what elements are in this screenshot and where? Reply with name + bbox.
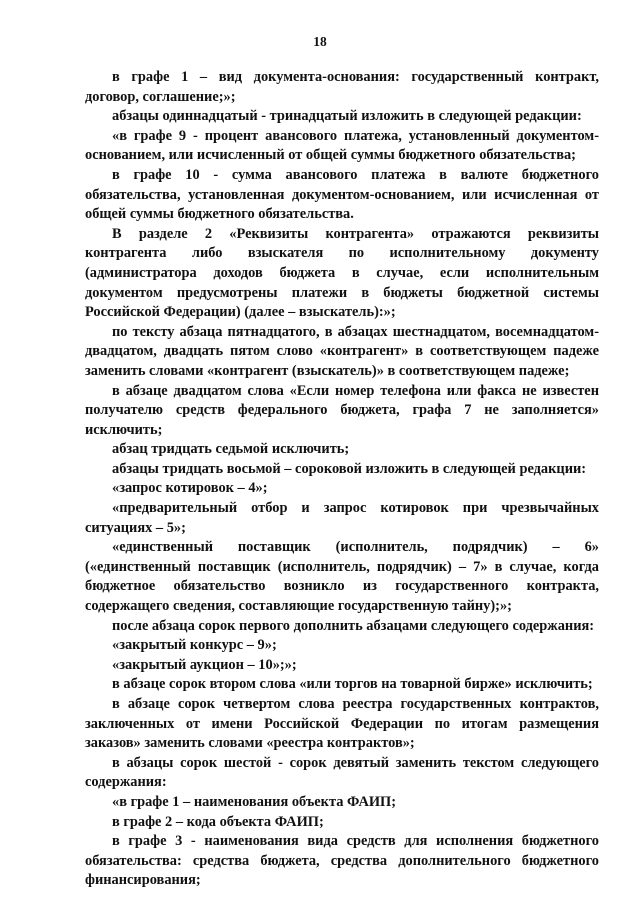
paragraph: «закрытый аукцион – 10»;»; xyxy=(112,656,297,673)
paragraph: «единственный поставщик (исполнитель, подрядчик) – 6» («единственный поставщик (исполнитель, подрядчик) – 7» в случае, когда бюджетное обязательство возникло из государственного контракта, содержащего сведения, составляющие государственную тайну);»; xyxy=(85,539,599,615)
paragraph: «в графе 9 - процент авансового платежа, установленный документом-основанием, или исчисленный от общей суммы бюджетного обязательства; xyxy=(85,127,599,164)
paragraph: в абзаце двадцатом слова «Если номер телефона или факса не известен получателю средств федерального бюджета, графа 7 не заполняется» исключить; xyxy=(85,382,599,438)
paragraph: «в графе 1 – наименования объекта ФАИП; xyxy=(112,793,397,810)
paragraph: в абзаце сорок втором слова «или торгов на товарной бирже» исключить; xyxy=(112,676,593,693)
paragraph: в абзаце сорок четвертом слова реестра государственных контрактов, заключенных от имени Российской Федерации по итогам размещения заказов» заменить словами «реестра контрактов»; xyxy=(85,696,599,752)
paragraph: абзац тридцать седьмой исключить; xyxy=(112,441,350,458)
paragraph: «запрос котировок – 4»; xyxy=(112,480,268,497)
paragraph: в графе 10 - сумма авансового платежа в валюте бюджетного обязательства, установленная документом-основанием, или исчисленная от общей суммы бюджетного обязательства. xyxy=(85,166,599,223)
paragraph: «закрытый конкурс – 9»; xyxy=(112,637,277,654)
paragraph: в графе 1 – вид документа-основания: государственный контракт, договор, соглашение;»; xyxy=(85,69,599,105)
paragraph: в графе 2 – кода объекта ФАИП; xyxy=(112,813,324,830)
paragraph: в абзацы сорок шестой - сорок девятый заменить текстом следующего содержания: xyxy=(85,754,599,791)
document-body xyxy=(85,68,599,891)
page-number: 18 xyxy=(313,34,327,49)
paragraph: в графе 3 - наименования вида средств для исполнения бюджетного обязательства: средства бюджета, средства дополнительного бюджетного финансирования; xyxy=(85,833,599,889)
paragraph: после абзаца сорок первого дополнить абзацами следующего содержания: xyxy=(112,617,595,634)
paragraph: В разделе 2 «Реквизиты контрагента» отражаются реквизиты контрагента либо взыскателя по исполнительному документу (администратора доходов бюджета в случае, если исполнительным документом предусмотрены платежи в бюджеты бюджетной системы Российской Федерации) (далее – взыскатель):»; xyxy=(85,225,599,321)
paragraph: по тексту абзаца пятнадцатого, в абзацах шестнадцатом, восемнадцатом-двадцатом, двадцать пятом слово «контрагент» в соответствующем падеже заменить словами «контрагент (взыскатель)» в соответствующем падеже; xyxy=(85,323,599,379)
paragraph: абзацы тридцать восьмой – сороковой изложить в следующей редакции: xyxy=(112,460,587,477)
paragraph: абзацы одиннадцатый - тринадцатый изложить в следующей редакции: xyxy=(112,108,582,125)
paragraph: «предварительный отбор и запрос котировок при чрезвычайных ситуациях – 5»; xyxy=(85,500,599,536)
